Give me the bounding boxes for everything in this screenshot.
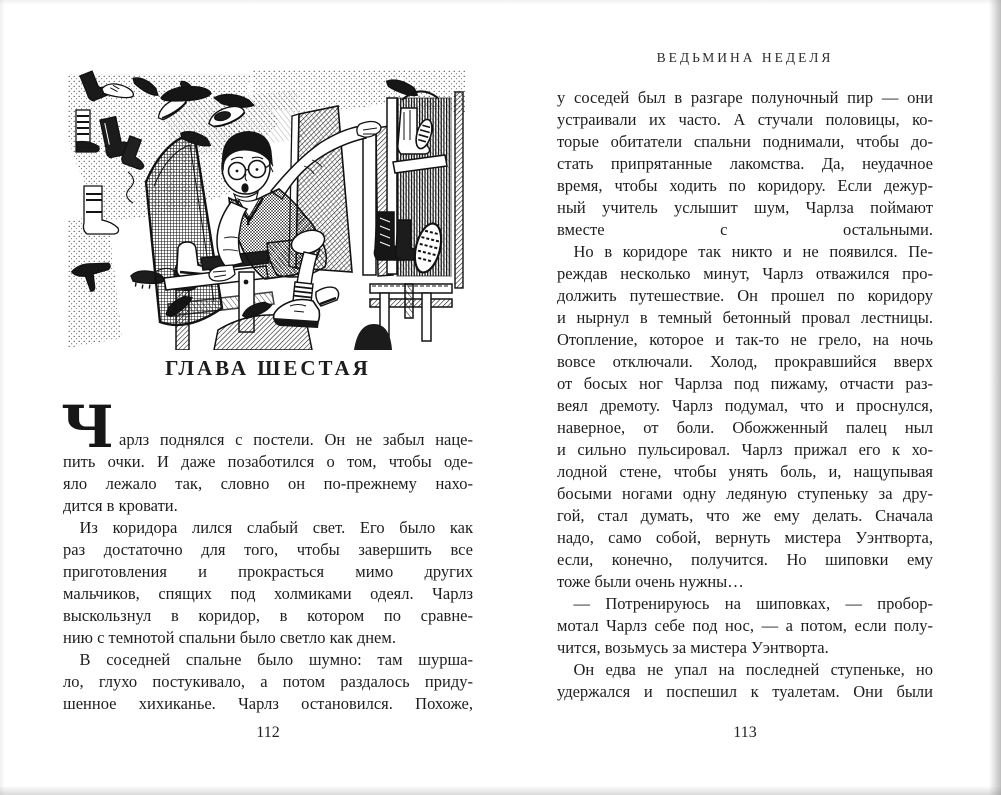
text-line: гой, стал думать, что же ему делать. Сначала <box>557 506 933 525</box>
paragraph <box>63 517 473 649</box>
text-line: ный учитель услышит шум, Чарлза поймают <box>557 198 933 217</box>
chapter-heading: ГЛАВА ШЕСТАЯ <box>165 356 371 380</box>
text-line: ло, глухо постукивало, а потом раздалось приду- <box>63 672 473 691</box>
text-line: веял дремоту. Чарлз подумал, что и проснулся, <box>557 396 933 415</box>
text-line: Отопление, которое и так-то не грело, на ночь <box>557 330 933 349</box>
chapter-illustration <box>68 70 466 350</box>
text-line: выскользнул в коридор, в котором по сравне- <box>63 606 473 625</box>
text-line: мальчиков, спящих под холмиками одеял. Чарлз <box>63 584 473 603</box>
text-line: мотал Чарлз себе под нос, — а потом, если полу- <box>557 616 933 635</box>
text-line: вместе с остальными. <box>557 220 933 239</box>
text-line: В соседней спальне было шумно: там шурша- <box>63 650 473 669</box>
text-line: у соседей был в разгаре полуночный пир — они <box>557 88 933 107</box>
text-line: босыми ногами одну ледяную ступеньку за дру- <box>557 484 933 503</box>
text-line: и нырнул в темный бетонный провал лестницы. <box>557 308 933 327</box>
text-line: от босых ног Чарлза под пижаму, отчасти раз- <box>557 374 933 393</box>
scan-edge-right <box>989 0 1001 795</box>
text-line: тоже были очень нужны… <box>557 572 744 591</box>
scan-edge-top <box>0 0 1001 5</box>
bench <box>354 284 452 350</box>
paragraph <box>557 87 933 241</box>
scan-edge-bottom <box>0 786 1001 795</box>
text-line: если, конечно, получится. Но шиповки ему <box>557 550 933 569</box>
text-line: вовсе отключали. Холод, прокравшийся вверх <box>557 352 933 371</box>
text-line: приготовления и прокрасться мимо других <box>63 562 473 581</box>
text-line: раз достаточно для того, чтобы завершить все <box>63 540 473 559</box>
text-line: стать припрятанные лакомства. Да, неудачное <box>557 154 933 173</box>
text-line: шенное хихиканье. Чарлз остановился. Похоже, <box>63 694 473 713</box>
text-line: торые обитатели спальни поднимали, чтобы до- <box>557 132 933 151</box>
shoe-locker <box>363 75 451 276</box>
text-line: чится, возьмусь за мистера Уэнтворта. <box>557 638 829 657</box>
text-line: лодной стене, чтобы унять боль, и, нащупывая <box>557 462 933 481</box>
drop-cap-letter: Ч <box>61 393 114 461</box>
second-sneaker <box>316 287 339 306</box>
paragraph <box>63 429 473 517</box>
text-line: нию с темнотой спальни было светло как днем. <box>63 628 396 647</box>
text-line: арлз поднялся с постели. Он не забыл наце- <box>119 430 473 449</box>
text-line: Он едва не упал на последней ступеньке, но <box>557 660 933 679</box>
text-line: дится в кровати. <box>63 496 178 515</box>
text-line: надо, само собой, вернуть мистера Уэнтворта, <box>557 528 933 547</box>
text-line: время, чтобы ходить по коридору. Если дежур- <box>557 176 933 195</box>
paragraph <box>557 659 933 703</box>
text-line: удержался и поспешил к туалетам. Они были <box>557 682 933 701</box>
text-line: — Потренируюсь на шиповках, — пробор- <box>557 594 933 613</box>
paragraph <box>557 593 933 659</box>
right-page-text <box>557 87 933 703</box>
tie <box>248 217 249 225</box>
text-line: пить очки. И даже позаботился о том, чтобы оде- <box>63 452 473 471</box>
running-head: ВЕДЬМИНА НЕДЕЛЯ <box>656 50 834 65</box>
text-line: Из коридора лился слабый свет. Его было как <box>63 518 473 537</box>
paragraph <box>63 649 473 715</box>
text-line: реждав несколько минут, Чарлз отважился про- <box>557 264 933 283</box>
text-line: устраивали их часто. А стучали половицы, ко- <box>557 110 933 129</box>
mouth <box>241 183 248 193</box>
frame-plank <box>455 92 463 288</box>
text-line: яло лежало так, словно он по-прежнему нахо- <box>63 474 473 493</box>
text-line: наверное, от боли. Обожженный палец ныл <box>557 418 933 437</box>
right-page-number: 113 <box>733 724 757 741</box>
text-line: и сильно пульсировал. Чарлз прижал его к хо- <box>557 440 933 459</box>
opening-paragraph <box>61 393 473 517</box>
left-page-text <box>61 393 473 715</box>
paragraph <box>557 241 933 593</box>
scan-edge-left <box>0 0 5 795</box>
left-page-number: 112 <box>256 724 280 741</box>
text-line: должить путешествие. Он прошел по коридору <box>557 286 933 305</box>
text-line: Но в коридоре так никто и не появился. Пе- <box>557 242 933 261</box>
